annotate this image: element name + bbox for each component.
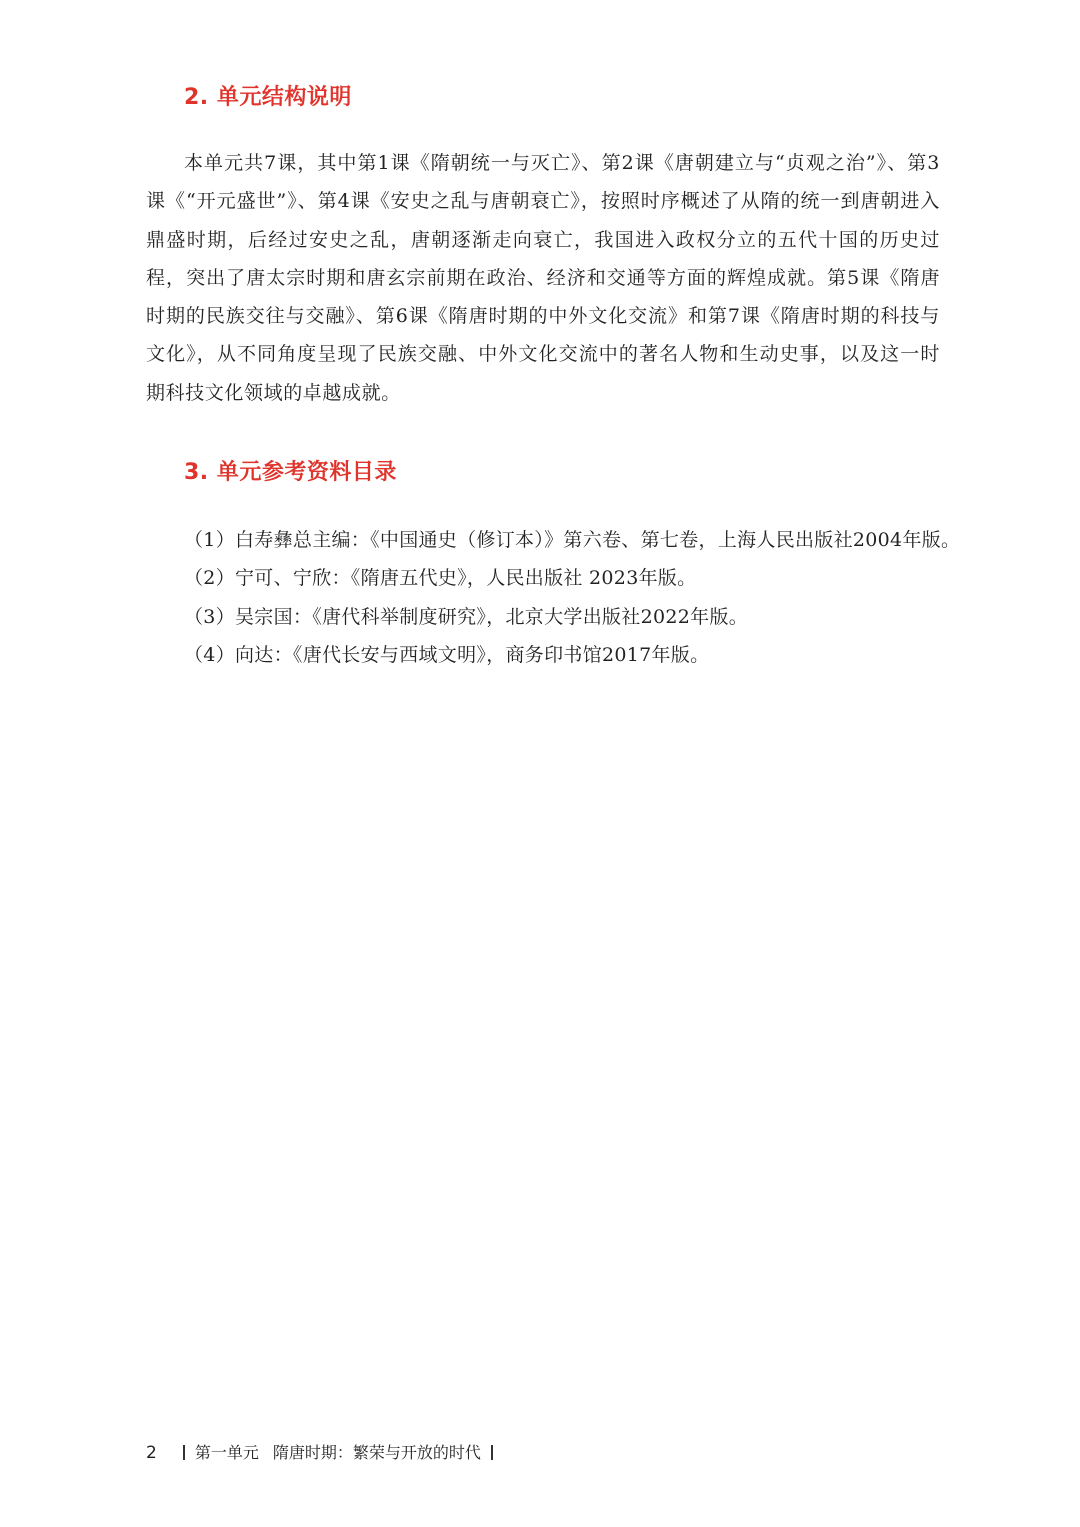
footer-unit: 第一单元	[194, 1443, 259, 1462]
footer-divider	[183, 1445, 185, 1460]
page-footer	[146, 1440, 503, 1463]
section-3-heading: 3. 单元参考资料目录	[184, 460, 397, 485]
section-2-heading: 2. 单元结构说明	[184, 85, 352, 110]
reference-item: （4）向达：《唐代长安与西域文明》，商务印书馆2017年版。	[184, 643, 710, 666]
footer-divider	[491, 1445, 493, 1460]
unit-structure-paragraph: 本单元共7课，其中第1课《隋朝统一与灭亡》、第2课《唐朝建立与“贞观之治”》、第3课《“开元盛世”》、第4课《安史之乱与唐朝衰亡》，按照时序概述了从隋的统一到唐朝进入鼎盛时期，后经过安史之乱，唐朝逐渐走向衰亡，我国进入政权分立的五代十国的历史过程，突出了唐太宗时期和唐玄宗前期在政治、经济和交通等方面的辉煌成就。第5课《隋唐时期的民族交往与交融》、第6课《隋唐时期的中外文化交流》和第7课《隋唐时期的科技与文化》，从不同角度呈现了民族交融、中外文化交流中的著名人物和生动史事，以及这一时期科技文化领域的卓越成就。	[146, 152, 940, 404]
reference-item: （2）宁可、宁欣：《隋唐五代史》，人民出版社 2023年版。	[184, 567, 697, 590]
reference-item: （1）白寿彝总主编：《中国通史（修订本）》第六卷、第七卷，上海人民出版社2004年版。	[184, 529, 961, 551]
page-number: 2	[146, 1443, 157, 1463]
reference-item: （3）吴宗国：《唐代科举制度研究》，北京大学出版社2022年版。	[184, 605, 749, 628]
footer-unit-title: 隋唐时期：繁荣与开放的时代	[272, 1443, 481, 1462]
reference-list	[184, 521, 961, 674]
